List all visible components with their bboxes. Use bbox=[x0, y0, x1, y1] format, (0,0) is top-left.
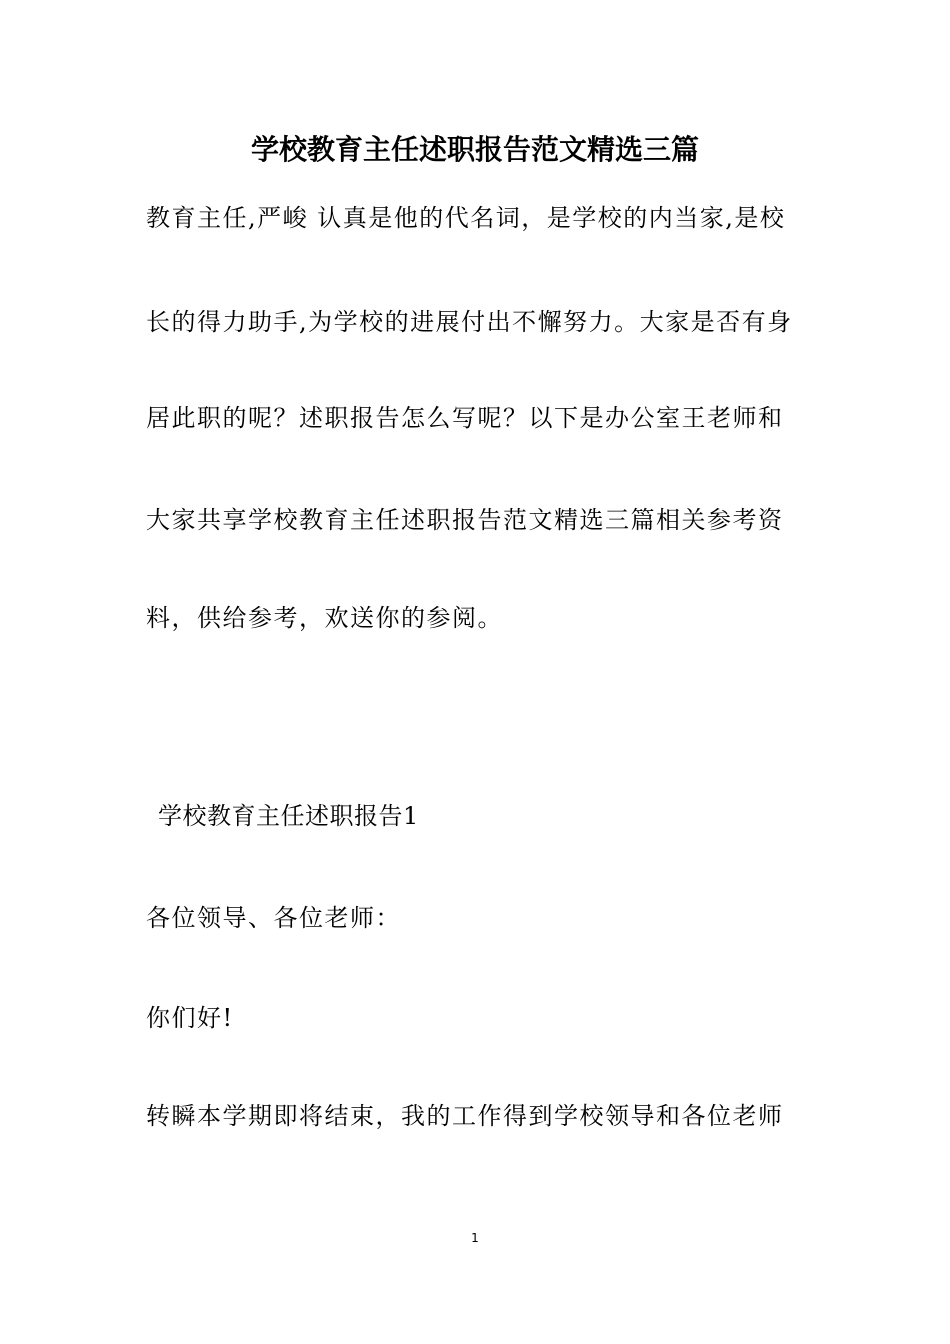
intro-line-1: 教育主任,严峻 认真是他的代名词，是学校的内当家,是校 bbox=[146, 204, 786, 232]
intro-line-2: 长的得力助手,为学校的进展付出不懈努力。大家是否有身 bbox=[146, 308, 793, 336]
document-title: 学校教育主任述职报告范文精选三篇 bbox=[250, 133, 699, 166]
intro-line-5: 料，供给参考，欢送你的参阅。 bbox=[146, 604, 503, 632]
page-number: 1 bbox=[471, 1231, 479, 1245]
section-heading: 学校教育主任述职报告1 bbox=[158, 802, 419, 830]
salutation: 各位领导、各位老师： bbox=[146, 904, 401, 932]
intro-line-4: 大家共享学校教育主任述职报告范文精选三篇相关参考资 bbox=[146, 506, 784, 534]
body-line-1: 转瞬本学期即将结束，我的工作得到学校领导和各位老师 bbox=[146, 1102, 784, 1130]
greeting: 你们好! bbox=[146, 1004, 234, 1032]
intro-line-3: 居此职的呢？述职报告怎么写呢？以下是办公室王老师和 bbox=[146, 404, 784, 432]
